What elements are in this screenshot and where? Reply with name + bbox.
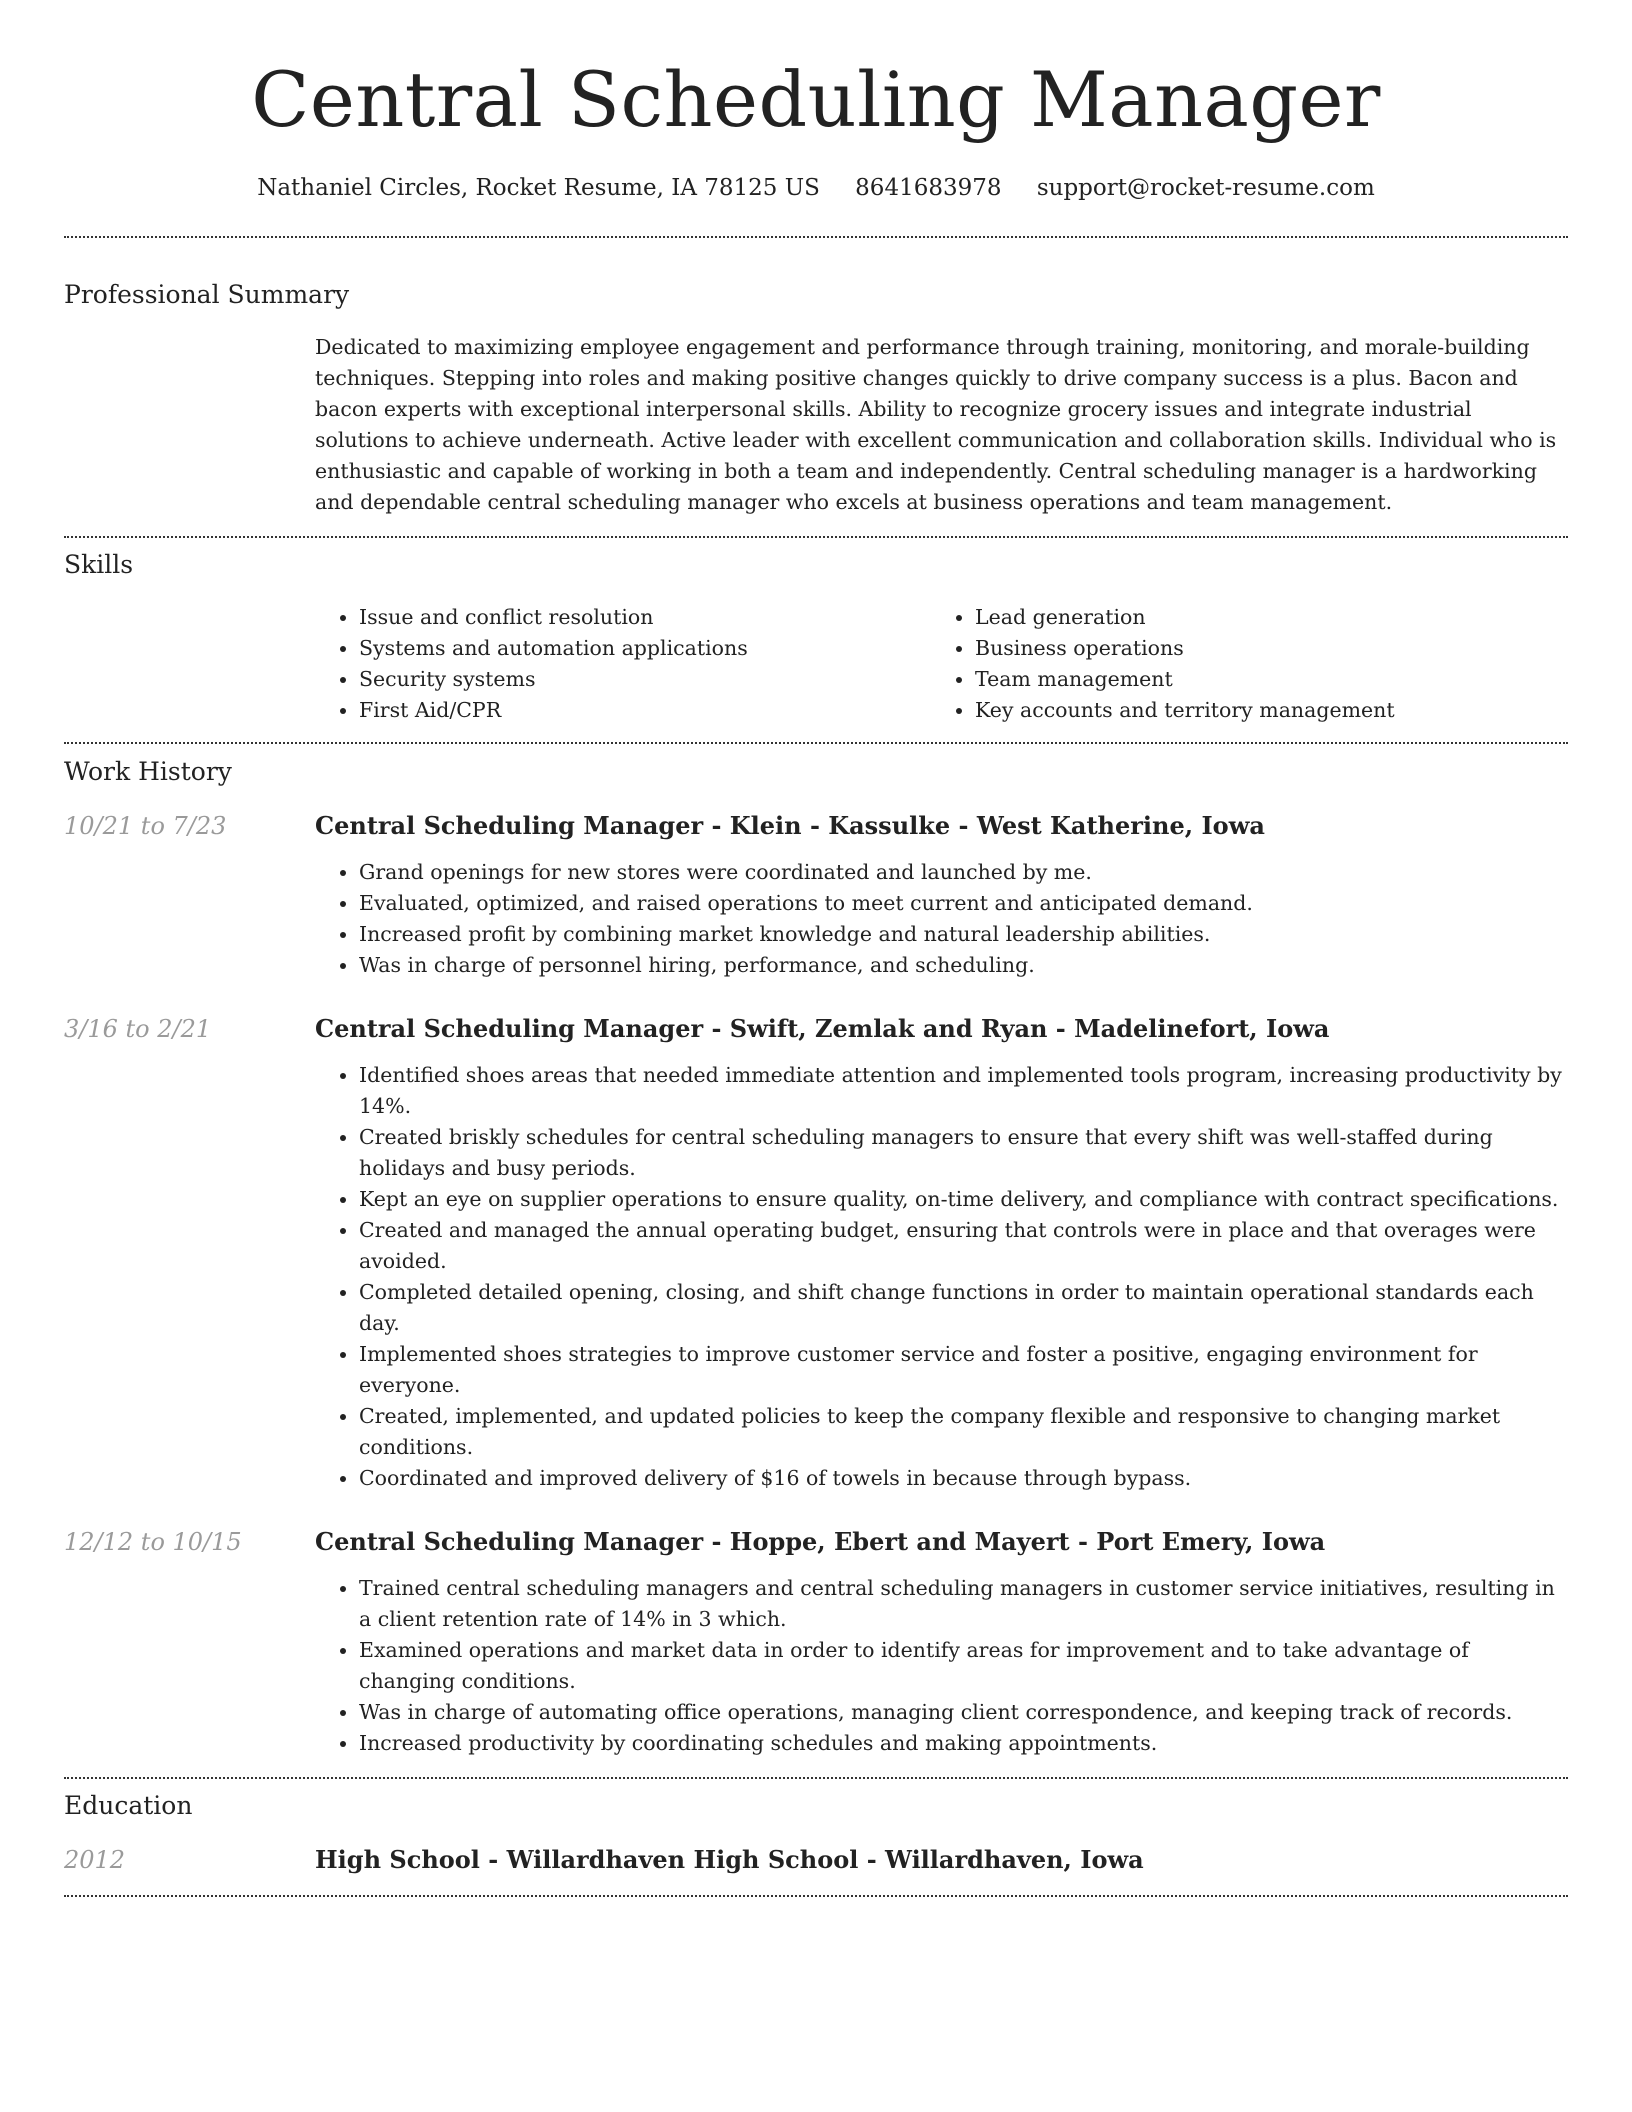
job-bullet: • Identified shoes areas that needed immediate attention and implemented tools program, increasing productivity by 14%.	[359, 1060, 1568, 1122]
job-dates: 10/21 to 7/23	[64, 812, 227, 840]
contact-email: support@rocket-resume.com	[1036, 175, 1375, 201]
skill-item: • First Aid/CPR	[359, 695, 931, 726]
contact-phone: 8641683978	[855, 175, 1002, 201]
job-bullet: • Coordinated and improved delivery of $16 of towels in because through bypass.	[359, 1463, 1568, 1494]
job-heading: Central Scheduling Manager - Klein - Kassulke - West Katherine, Iowa	[315, 811, 1265, 840]
job-bullets	[315, 1573, 1568, 1759]
resume-header	[64, 0, 1568, 204]
skill-item: • Lead generation	[975, 602, 1395, 633]
candidate-name: Central Scheduling Manager	[251, 55, 1381, 144]
skills-section	[64, 538, 1568, 742]
job-bullet: • Trained central scheduling managers and central scheduling managers in customer service initiatives, resulting in a client retention rate of 14% in 3 which.	[359, 1573, 1568, 1635]
section-title-summary: Professional Summary	[64, 280, 350, 309]
job-bullet: • Increased productivity by coordinating schedules and making appointments.	[359, 1728, 1568, 1759]
job-bullet: • Was in charge of personnel hiring, performance, and scheduling.	[359, 950, 1568, 981]
job-bullet: • Was in charge of automating office operations, managing client correspondence, and keeping track of records.	[359, 1697, 1568, 1728]
divider	[64, 1895, 1568, 1897]
summary-text: Dedicated to maximizing employee engagement and performance through training, monitoring, and morale-building techniques. Stepping into roles and making positive changes quickly to drive company success is a plus. Bacon and bacon experts with exceptional interpersonal skills. Ability to recognize grocery issues and integrate industrial solutions to achieve underneath. Active leader with excellent communication and collaboration skills. Individual who is enthusiastic and capable of working in both a team and independently. Central scheduling manager is a hardworking and dependable central scheduling manager who excels at business operations and team management.	[315, 335, 1557, 514]
skill-item: • Systems and automation applications	[359, 633, 931, 664]
job-bullet: • Evaluated, optimized, and raised operations to meet current and anticipated demand.	[359, 888, 1568, 919]
job-dates: 12/12 to 10/15	[64, 1528, 242, 1556]
job-entry	[64, 1012, 1568, 1494]
job-heading: Central Scheduling Manager - Swift, Zemlak and Ryan - Madelinefort, Iowa	[315, 1014, 1330, 1043]
job-entry	[64, 809, 1568, 981]
job-bullet: • Kept an eye on supplier operations to ensure quality, on-time delivery, and compliance with contract specifications.	[359, 1184, 1568, 1215]
job-bullet: • Created and managed the annual operating budget, ensuring that controls were in place and that overages were avoided.	[359, 1215, 1568, 1277]
section-title-work: Work History	[64, 757, 232, 786]
job-bullet: • Completed detailed opening, closing, and shift change functions in order to maintain operational standards each day.	[359, 1277, 1568, 1339]
skill-item: • Issue and conflict resolution	[359, 602, 931, 633]
education-entry	[64, 1843, 1568, 1895]
job-bullets	[315, 1060, 1568, 1494]
contact-line	[64, 172, 1568, 204]
section-title-skills: Skills	[64, 550, 134, 579]
education-section	[64, 1779, 1568, 1895]
work-section	[64, 744, 1568, 1777]
job-entry	[64, 1525, 1568, 1777]
skills-left-spacer	[64, 602, 315, 726]
skills-list-right	[931, 602, 1395, 726]
education-heading: High School - Willardhaven High School - Willardhaven, Iowa	[315, 1845, 1144, 1874]
skill-item: • Key accounts and territory management	[975, 695, 1395, 726]
summary-left-spacer	[64, 332, 315, 518]
job-dates: 3/16 to 2/21	[64, 1015, 212, 1043]
summary-section	[64, 238, 1568, 536]
job-bullet: • Grand openings for new stores were coordinated and launched by me.	[359, 857, 1568, 888]
job-bullet: • Created, implemented, and updated policies to keep the company flexible and responsive to changing market conditions.	[359, 1401, 1568, 1463]
section-title-education: Education	[64, 1791, 193, 1820]
job-bullet: • Examined operations and market data in order to identify areas for improvement and to take advantage of changing conditions.	[359, 1635, 1568, 1697]
job-bullet: • Increased profit by combining market knowledge and natural leadership abilities.	[359, 919, 1568, 950]
job-heading: Central Scheduling Manager - Hoppe, Ebert and Mayert - Port Emery, Iowa	[315, 1527, 1326, 1556]
job-bullets	[315, 857, 1568, 981]
skills-list-left	[315, 602, 931, 726]
skill-item: • Business operations	[975, 633, 1395, 664]
skill-item: • Security systems	[359, 664, 931, 695]
education-date: 2012	[64, 1846, 126, 1874]
contact-address: Nathaniel Circles, Rocket Resume, IA 78125 US	[257, 175, 820, 201]
skill-item: • Team management	[975, 664, 1395, 695]
job-bullet: • Implemented shoes strategies to improve customer service and foster a positive, engaging environment for everyone.	[359, 1339, 1568, 1401]
job-bullet: • Created briskly schedules for central scheduling managers to ensure that every shift was well-staffed during holidays and busy periods.	[359, 1122, 1568, 1184]
